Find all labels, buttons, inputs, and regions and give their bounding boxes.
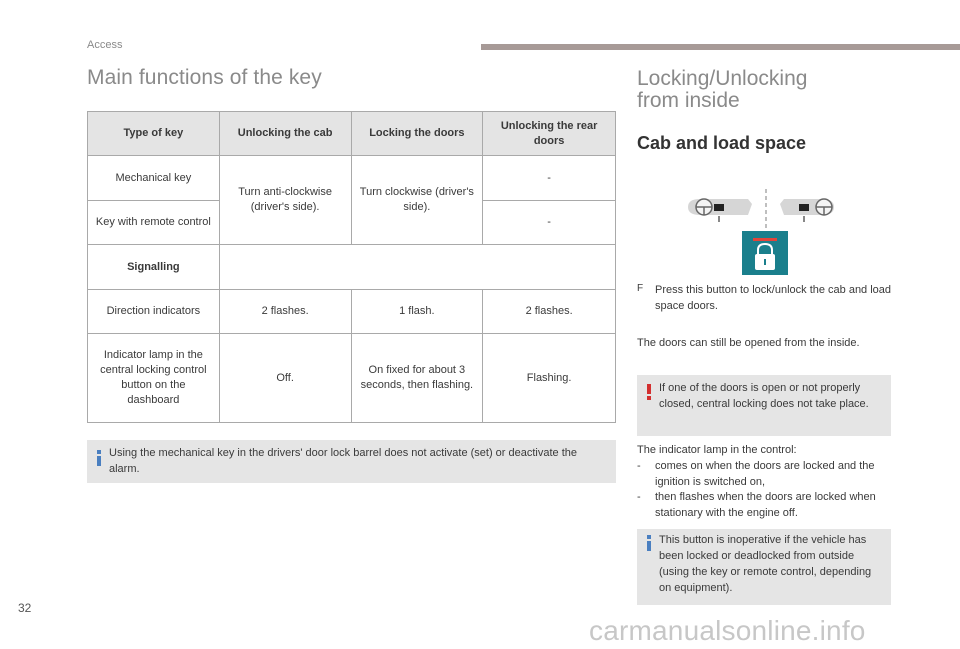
table-cell: 2 flashes. [483,290,616,334]
table-cell: Key with remote control [88,201,220,245]
central-locking-button-illustration [680,185,840,280]
info-note-button [637,529,891,605]
list-item: then flashes when the doors are locked when stationary with the engine off. [655,491,876,519]
table-cell: Signalling [88,245,220,290]
list-item: comes on when the doors are locked and the ignition is switched on, [655,460,875,488]
key-functions-table [87,111,616,423]
bullet-marker: F [637,283,644,294]
right-title-line-2: from inside [637,89,740,112]
steering-wheel-icon [816,199,832,215]
table-cell: 1 flash. [351,290,483,334]
watermark: carmanualsonline.info [589,615,866,646]
table-cell: Turn anti-clockwise (driver's side). [219,156,351,245]
right-title-line-1: Locking/Unlocking [637,67,808,90]
table-cell: Turn clockwise (driver's side). [351,156,483,245]
table-row [88,290,616,334]
table-row [88,334,616,423]
warning-note [637,375,891,436]
table-cell: 2 flashes. [219,290,351,334]
section-label: Access [87,39,123,51]
info-icon [647,535,651,551]
table-row [88,156,616,201]
subsection-title: Cab and load space [637,133,807,153]
table-cell: Mechanical key [88,156,220,201]
table-cell: Off. [219,334,351,423]
warning-icon [647,384,651,400]
warning-note-text: If one of the doors is open or not properly closed, central locking does not take place. [659,382,869,410]
table-header: Unlocking the rear doors [483,112,616,156]
table-header: Unlocking the cab [219,112,351,156]
table-cell: - [483,156,616,201]
table-cell: Direction indicators [88,290,220,334]
list-dash: - [637,491,641,503]
table-cell: Indicator lamp in the central locking control button on the dashboard [88,334,220,423]
right-section-title [637,68,807,112]
table-cell: Flashing. [483,334,616,423]
main-title: Main functions of the key [87,66,322,89]
table-cell [219,245,615,290]
info-note-text: Using the mechanical key in the drivers' door lock barrel does not activate (set) or deactivate the alarm. [109,447,577,475]
paragraph-doors-open: The doors can still be opened from the inside. [637,337,860,349]
table-cell: - [483,201,616,245]
info-icon [97,450,101,466]
info-note-alarm [87,440,616,483]
header-accent-bar [481,44,960,50]
table-header: Locking the doors [351,112,483,156]
table-cell: On fixed for about 3 seconds, then flashing. [351,334,483,423]
info-note-text: This button is inoperative if the vehicle has been locked or deadlocked from outside (using the key or remote control, depending on equipment). [659,534,872,594]
table-header-row [88,112,616,156]
indicator-intro: The indicator lamp in the control: [637,444,797,456]
bullet-text: Press this button to lock/unlock the cab and load space doors. [655,284,892,312]
page-number: 32 [18,601,32,615]
table-header: Type of key [88,112,220,156]
steering-wheel-icon [696,199,712,215]
list-dash: - [637,460,641,472]
table-row [88,245,616,290]
